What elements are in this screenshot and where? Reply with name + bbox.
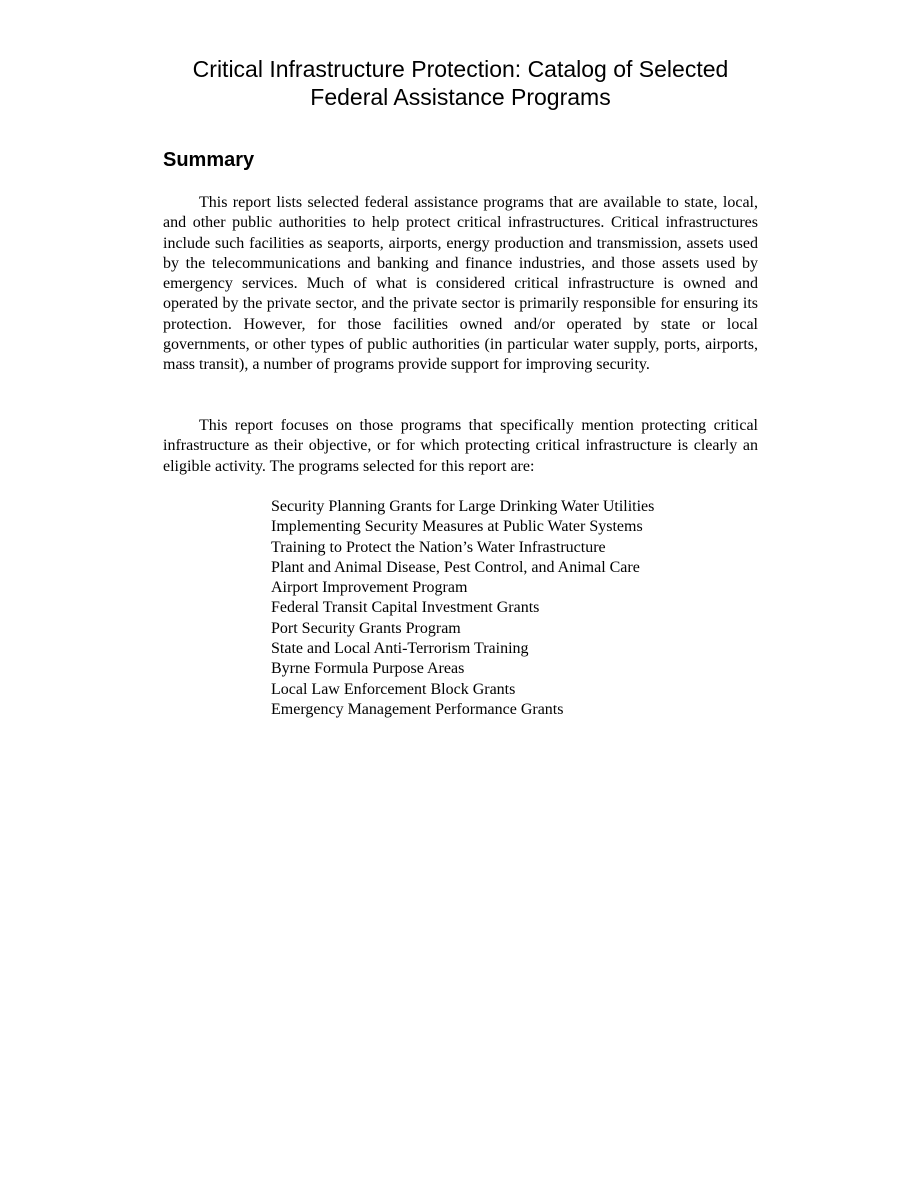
title-line-2: Federal Assistance Programs (310, 84, 611, 110)
document-title (163, 55, 758, 111)
list-item: Emergency Management Performance Grants (271, 700, 564, 718)
list-item: Port Security Grants Program (271, 619, 461, 637)
list-item: Implementing Security Measures at Public Water Systems (271, 518, 643, 536)
summary-paragraph-2: This report focuses on those programs that specifically mention protecting critical infrastructure as their objective, or for which protecting critical infrastructure is clearly an eligible activity. The programs selected for this report are: (163, 417, 758, 475)
list-item: Plant and Animal Disease, Pest Control, and Animal Care (271, 558, 640, 576)
list-item: Local Law Enforcement Block Grants (271, 680, 516, 698)
title-line-1: Critical Infrastructure Protection: Catalog of Selected (192, 56, 729, 82)
summary-paragraph-1: This report lists selected federal assistance programs that are available to state, local, and other public authorities to help protect critical infrastructures. Critical infrastructures include such facilities as seaports, airports, energy production and transmission, assets used by the telecommunications and banking and finance industries, and those assets used by emergency services. Much of what is considered critical infrastructure is owned and operated by the private sector, and the private sector is primarily responsible for ensuring its protection. However, for those facilities owned and/or operated by state or local governments, or other types of public authorities (in particular water supply, ports, airports, mass transit), a number of programs provide support for improving security. (163, 194, 758, 374)
list-item: State and Local Anti-Terrorism Training (271, 640, 529, 658)
list-item: Security Planning Grants for Large Drinking Water Utilities (271, 498, 655, 515)
program-list (271, 497, 654, 720)
list-item: Federal Transit Capital Investment Grants (271, 599, 540, 617)
section-heading: Summary (163, 149, 255, 171)
list-item: Byrne Formula Purpose Areas (271, 660, 465, 678)
list-item: Training to Protect the Nation’s Water Infrastructure (271, 538, 606, 556)
list-item: Airport Improvement Program (271, 579, 468, 597)
